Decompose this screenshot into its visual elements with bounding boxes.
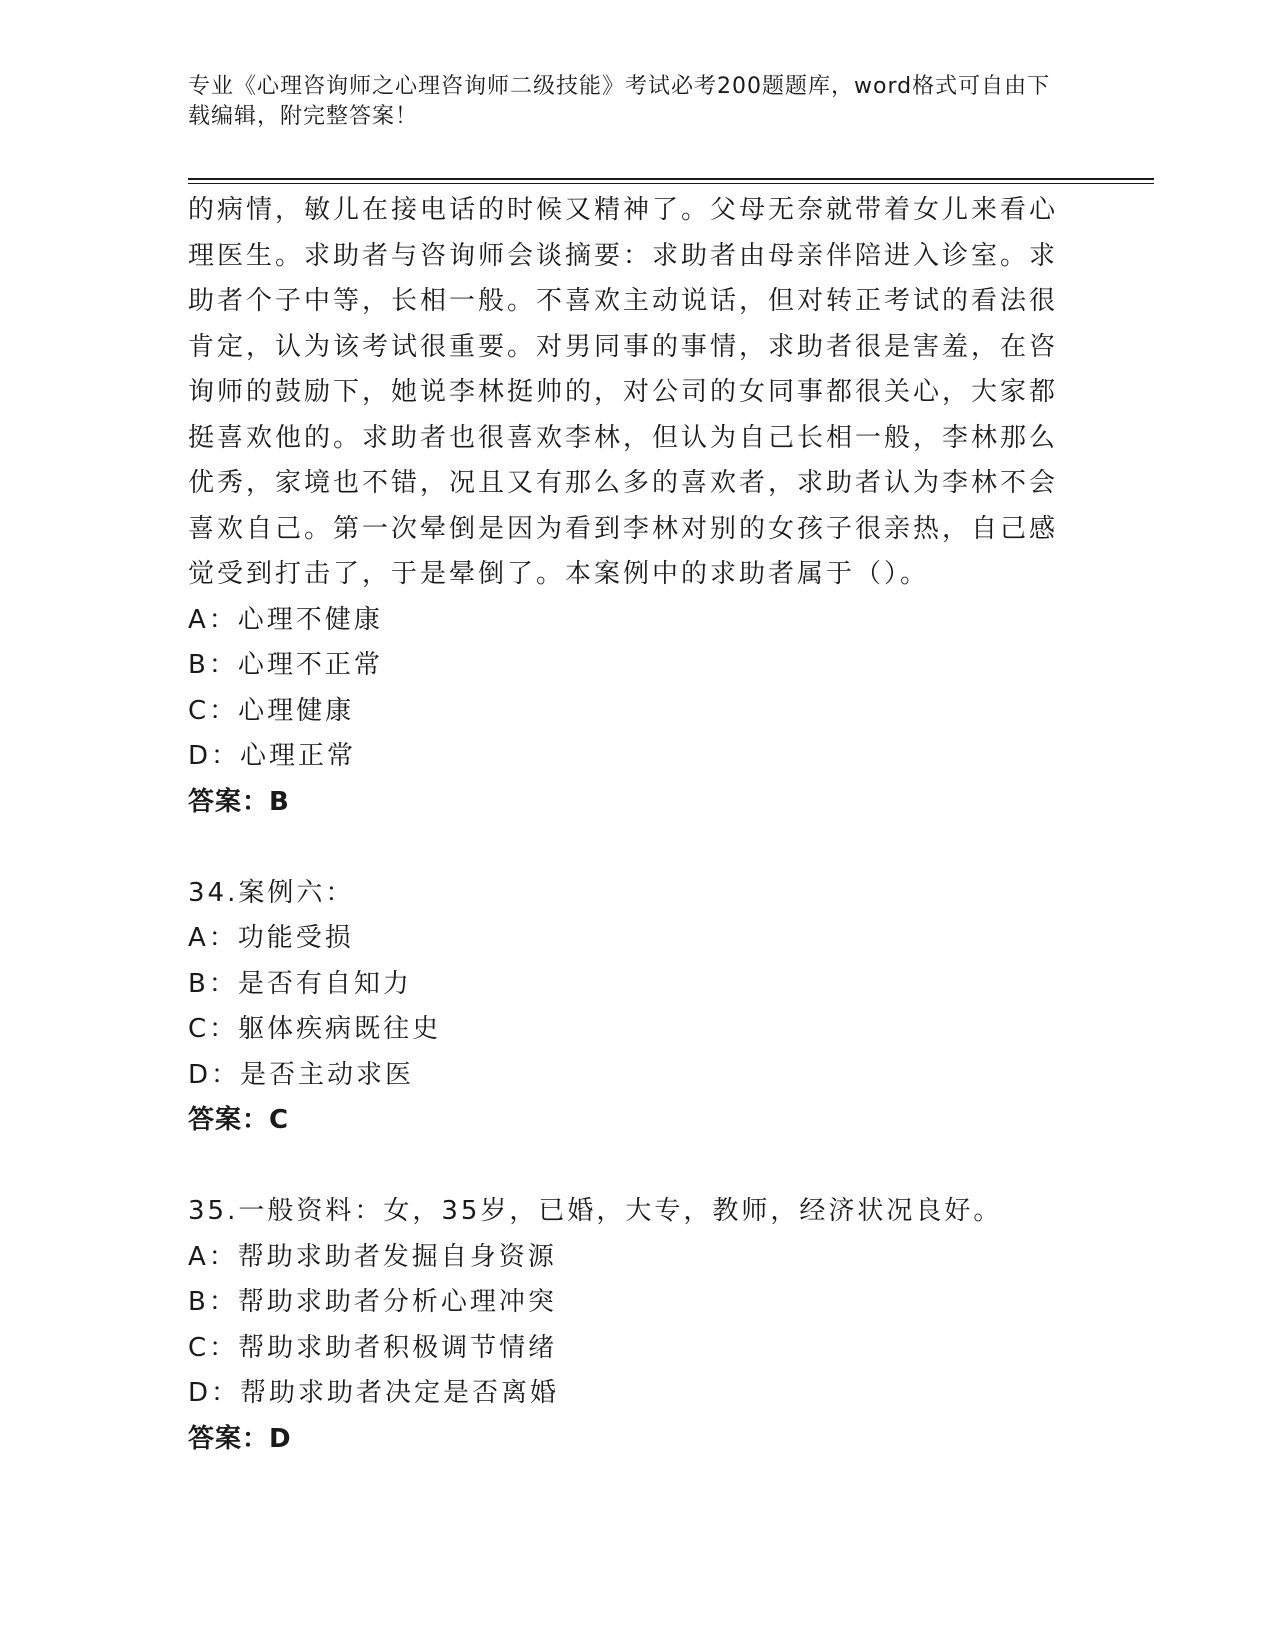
option-c: C：躯体疾病既往史 — [188, 1014, 442, 1044]
answer: 答案：C — [188, 1105, 290, 1135]
header-text: 专业《心理咨询师之心理咨询师二级技能》考试必考200题题库，word格式可自由下载编辑，附完整答案！ — [188, 74, 1051, 129]
question-stem: 35.一般资料：女，35岁，已婚，大专，教师，经济状况良好。 — [188, 1196, 1003, 1226]
document-body — [188, 188, 1068, 1462]
option-b: B：帮助求助者分析心理冲突 — [188, 1287, 557, 1317]
option-a: A：心理不健康 — [188, 604, 383, 635]
page-header — [188, 72, 1068, 132]
question-text-line: 的病情，敏儿在接电话的时候又精神了。父母无奈就带着女儿来看心 — [188, 195, 1059, 225]
question-text-line: 肯定，认为该考试很重要。对男同事的事情，求助者很是害羞，在咨 — [188, 331, 1059, 362]
question-34 — [188, 871, 1068, 1144]
option-d: D：心理正常 — [188, 741, 357, 771]
question-stem: 34.案例六： — [188, 877, 355, 908]
question-text-line: 理医生。求助者与咨询师会谈摘要：求助者由母亲伴陪进入诊室。求 — [188, 240, 1059, 271]
option-a: A：功能受损 — [188, 923, 354, 953]
question-text-line: 询师的鼓励下，她说李林挺帅的，对公司的女同事都很关心，大家都 — [188, 377, 1059, 407]
question-35 — [188, 1189, 1068, 1462]
continued-question — [188, 188, 1068, 825]
option-b: B：是否有自知力 — [188, 968, 412, 999]
option-a: A：帮助求助者发掘自身资源 — [188, 1241, 557, 1272]
answer: 答案：D — [188, 1423, 292, 1454]
header-rule-thick — [188, 178, 1154, 180]
question-text-line: 觉受到打击了，于是晕倒了。本案例中的求助者属于（）。 — [188, 559, 930, 589]
question-text-line: 优秀，家境也不错，况且又有那么多的喜欢者，求助者认为李林不会 — [188, 468, 1059, 498]
option-d: D：是否主动求医 — [188, 1059, 415, 1090]
spacer — [188, 1144, 1068, 1190]
question-text-line: 喜欢自己。第一次晕倒是因为看到李林对别的女孩子很亲热，自己感 — [188, 513, 1059, 544]
question-text-line: 助者个子中等，长相一般。不喜欢主动说话，但对转正考试的看法很 — [188, 286, 1059, 316]
option-c: C：心理健康 — [188, 695, 355, 726]
header-rule-thin — [188, 183, 1154, 184]
option-d: D：帮助求助者决定是否离婚 — [188, 1378, 560, 1408]
answer: 答案：B — [188, 786, 290, 817]
question-text-line: 挺喜欢他的。求助者也很喜欢李林，但认为自己长相一般，李林那么 — [188, 422, 1059, 453]
option-c: C：帮助求助者积极调节情绪 — [188, 1332, 558, 1363]
spacer — [188, 825, 1068, 871]
option-b: B：心理不正常 — [188, 650, 383, 680]
